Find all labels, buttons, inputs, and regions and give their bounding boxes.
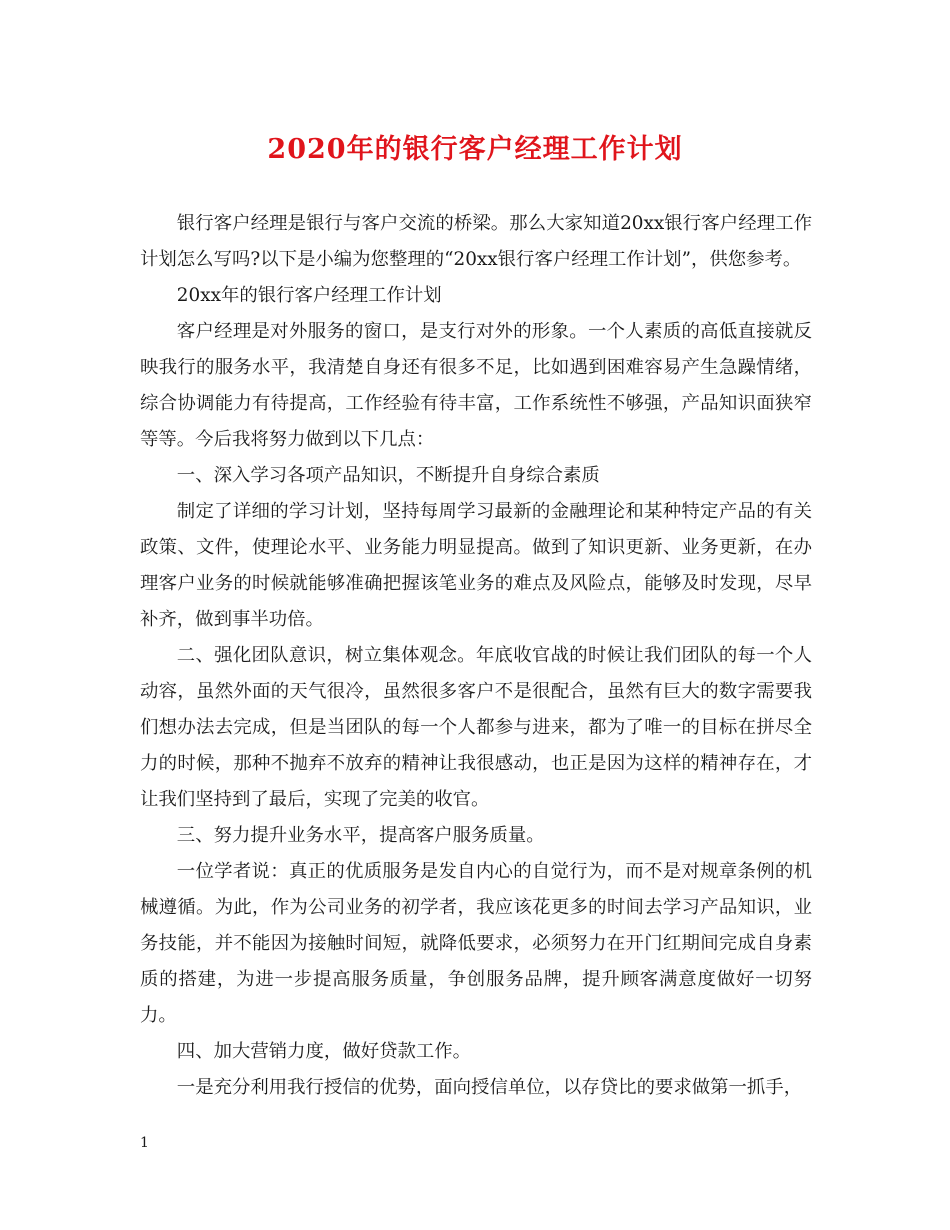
paragraph-subtitle: 20xx年的银行客户经理工作计划 <box>176 285 442 306</box>
paragraph-section-4: 一是充分利用我行授信的优势，面向授信单位，以存贷比的要求做第一抓手， <box>176 1077 803 1098</box>
section-heading-2: 二、强化团队意识，树立集体观念。年底收官战的时候让我们团队的每一个人动容，虽然外面的天气很冷，虽然很多客户不是很配合，虽然有巨大的数字需要我们想办法去完成，但是当团队的每一个人都参与进来，都为了唯一的目标在拼尽全力的时候，那种不抛弃不放弃的精神让我很感动，也正是因为这样的精神存在，才让我们坚持到了最后，实现了完美的收官。 <box>140 645 812 810</box>
paragraph-overview: 客户经理是对外服务的窗口，是支行对外的形象。一个人素质的高低直接就反映我行的服务水平，我清楚自身还有很多不足，比如遇到困难容易产生急躁情绪，综合协调能力有待提高，工作经验有待丰富，工作系统性不够强，产品知识面狭窄等等。今后我将努力做到以下几点： <box>140 321 812 450</box>
section-heading-4: 四、加大营销力度，做好贷款工作。 <box>176 1041 472 1062</box>
paragraph-section-1: 制定了详细的学习计划，坚持每周学习最新的金融理论和某种特定产品的有关政策、文件，使理论水平、业务能力明显提高。做到了知识更新、业务更新，在办理客户业务的时候就能够准确把握该笔业务的难点及风险点，能够及时发现，尽早补齐，做到事半功倍。 <box>140 501 812 630</box>
paragraph-section-3: 一位学者说：真正的优质服务是发自内心的自觉行为，而不是对规章条例的机械遵循。为此，作为公司业务的初学者，我应该花更多的时间去学习产品知识，业务技能，并不能因为接触时间短，就降低要求，必须努力在开门红期间完成自身素质的搭建，为进一步提高服务质量，争创服务品牌，提升顾客满意度做好一切努力。 <box>140 861 812 1026</box>
paragraph-intro: 银行客户经理是银行与客户交流的桥梁。那么大家知道20xx银行客户经理工作计划怎么写吗?以下是小编为您整理的“20xx银行客户经理工作计划”，供您参考。 <box>140 213 812 270</box>
section-heading-3: 三、努力提升业务水平，提高客户服务质量。 <box>176 825 545 846</box>
document-title: 2020年的银行客户经理工作计划 <box>267 134 683 165</box>
section-heading-1: 一、深入学习各项产品知识，不断提升自身综合素质 <box>176 465 600 486</box>
page-number: 1 <box>140 1135 149 1151</box>
document-body <box>140 206 812 1106</box>
